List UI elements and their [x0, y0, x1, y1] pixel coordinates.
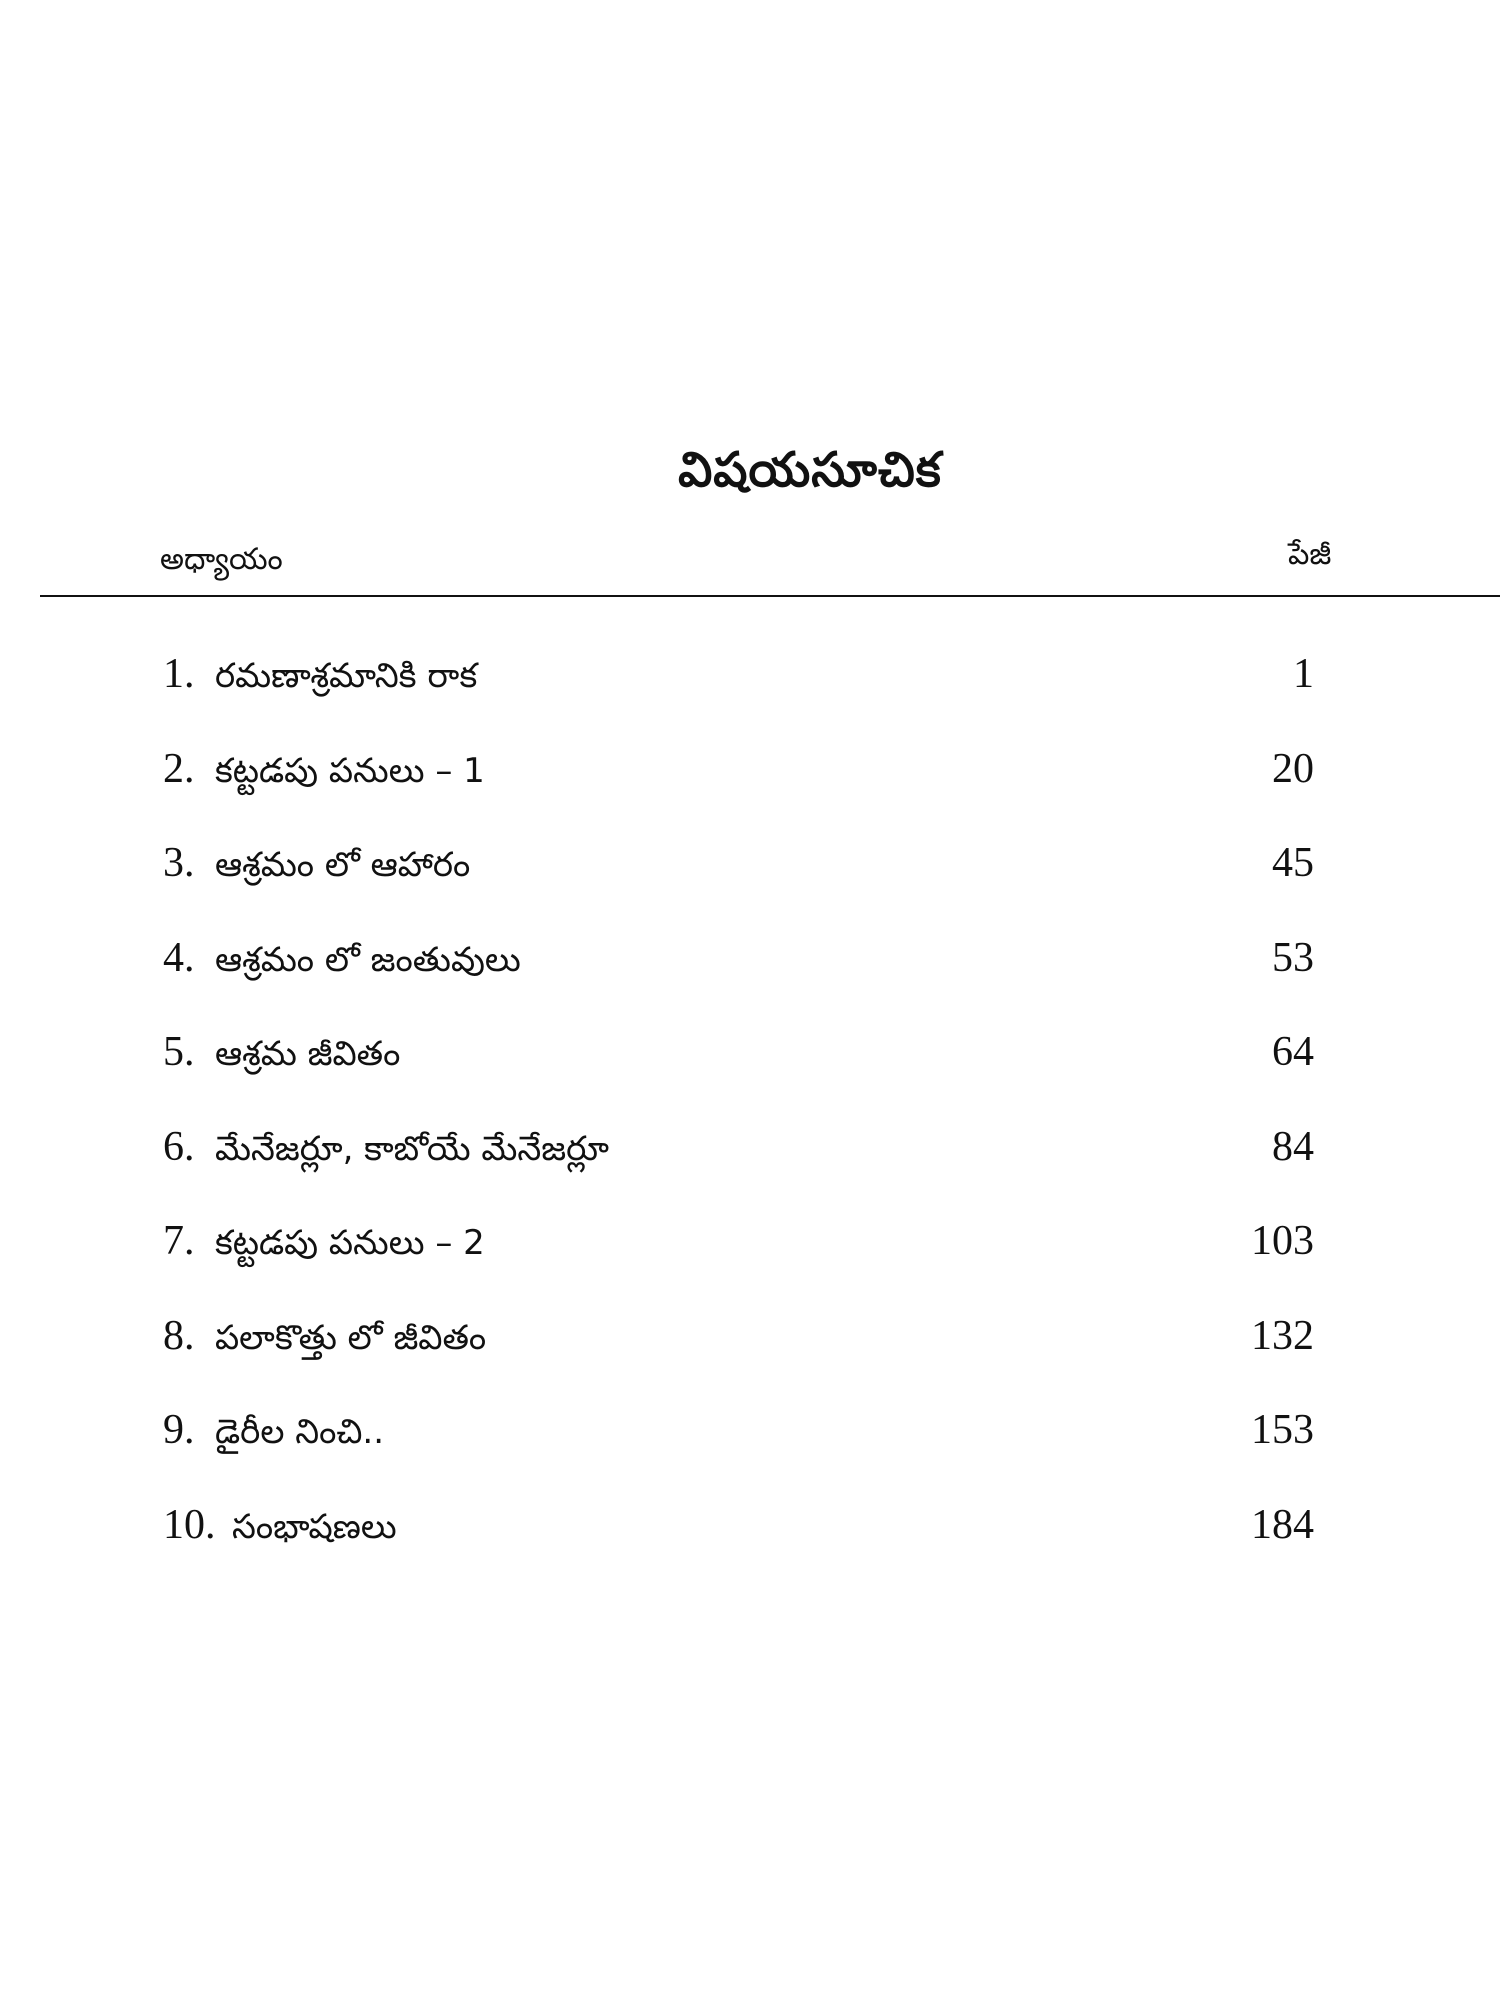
- page-title: విషయసూచిక: [678, 442, 942, 498]
- toc-entry: [0, 829, 1500, 924]
- entry-page: 153: [1251, 1407, 1314, 1453]
- entry-number: 3.: [163, 840, 195, 886]
- toc-entry: [0, 1302, 1500, 1397]
- entry-page: 1: [1293, 651, 1314, 697]
- entry-number: 10.: [163, 1501, 216, 1548]
- entry-number: 1.: [163, 651, 195, 697]
- toc-entry: [0, 1018, 1500, 1113]
- entry-title: మేనేజర్లూ, కాబోయే మేనేజర్లూ: [215, 1128, 609, 1169]
- toc-entry: [0, 640, 1500, 735]
- entry-page: 53: [1272, 934, 1314, 981]
- entry-page: 103: [1251, 1218, 1314, 1264]
- entry-page: 20: [1272, 745, 1314, 792]
- entry-number: 2.: [163, 745, 195, 792]
- toc-entry: [0, 924, 1500, 1019]
- entry-title: ఆశ్రమం లో జంతువులు: [215, 939, 521, 980]
- header-divider: [40, 595, 1500, 597]
- toc-entry: [0, 735, 1500, 830]
- entry-title: ఆశ్రమ జీవితం: [215, 1034, 401, 1074]
- entry-title: సంభాషణలు: [232, 1506, 397, 1547]
- toc-entry: [0, 1113, 1500, 1208]
- toc-entry: [0, 1207, 1500, 1302]
- entry-page: 132: [1251, 1312, 1314, 1359]
- entry-number: 7.: [163, 1218, 195, 1264]
- entry-number: 6.: [163, 1123, 195, 1170]
- entry-title: పలాకొత్తు లో జీవితం: [215, 1317, 487, 1358]
- entry-title: డైరీల నించి..: [215, 1412, 385, 1452]
- entry-title: కట్టడపు పనులు – 2: [215, 1223, 485, 1263]
- chapter-column-header: అధ్యాయం: [160, 542, 283, 577]
- entry-title: కట్టడపు పనులు – 1: [215, 750, 485, 791]
- entry-page: 184: [1251, 1501, 1314, 1548]
- entry-page: 64: [1272, 1029, 1314, 1075]
- entry-number: 5.: [163, 1029, 195, 1075]
- entry-title: ఆశ్రమం లో ఆహారం: [215, 845, 471, 885]
- entry-number: 8.: [163, 1312, 195, 1359]
- entry-number: 4.: [163, 934, 195, 981]
- toc-entry: [0, 1396, 1500, 1491]
- entry-number: 9.: [163, 1407, 195, 1453]
- toc-entry: [0, 1491, 1500, 1586]
- page-column-header: పేజీ: [1288, 537, 1332, 572]
- entry-title: రమణాశ్రమానికి రాక: [215, 656, 478, 696]
- entry-page: 45: [1272, 840, 1314, 886]
- toc-list: [0, 640, 1500, 1585]
- entry-page: 84: [1272, 1123, 1314, 1170]
